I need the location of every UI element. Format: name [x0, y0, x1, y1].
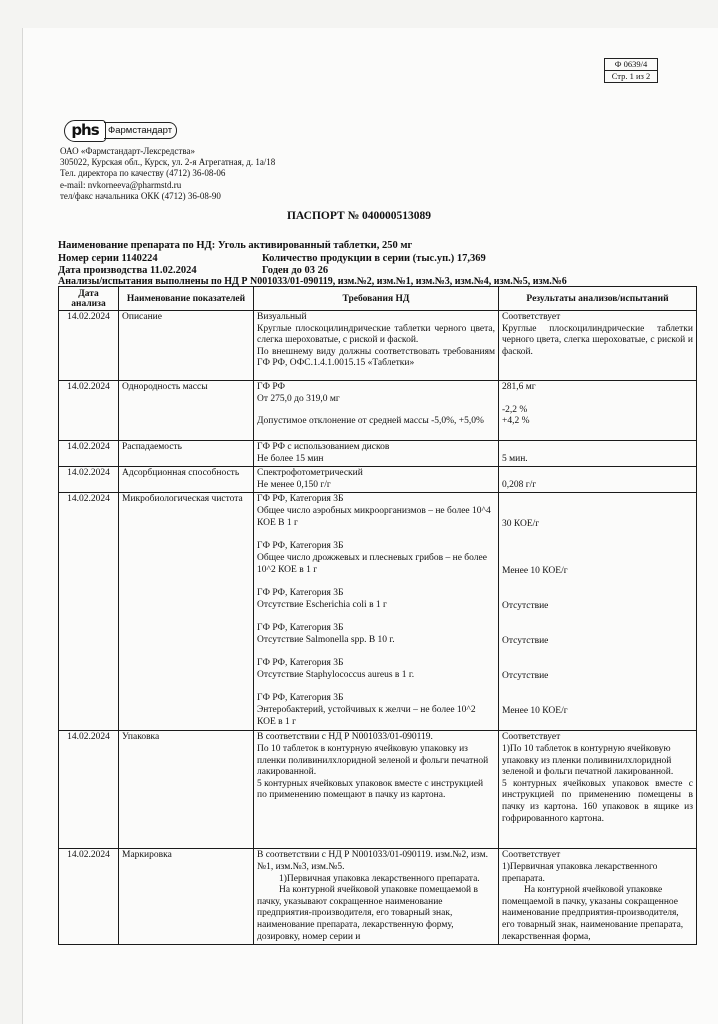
row-results	[499, 311, 697, 381]
row-requirements	[254, 381, 499, 441]
row-date: 14.02.2024	[59, 381, 119, 441]
passport-title: ПАСПОРТ № 040000513089	[286, 210, 431, 222]
row-results	[499, 731, 697, 849]
req-line: На контурной ячейковой упаковке помещаемой в пачку, указывают сокращенное наименование предприятия-производителя, его товарный знак, наименование препарата, лекарственную форму, дозировку, номер серии и	[257, 885, 478, 942]
res-line: 5 мин.	[502, 453, 528, 464]
res-line: 5 контурных ячейковых упаковок вместе с инструкцией по применению помещены в пачку из картона. 160 упаковок в ящике из гофрированного картона.	[502, 778, 693, 824]
row-requirements	[254, 731, 499, 849]
req-block	[257, 623, 495, 647]
row-results	[499, 467, 697, 493]
req-line: От 275,0 до 319,0 мг	[257, 393, 340, 404]
req-block	[257, 658, 495, 682]
req-line: Круглые плоскоцилиндрические таблетки черного цвета, слегка шероховатые, с риской и фаской.	[257, 323, 495, 346]
table-row	[59, 731, 697, 849]
logo-name: Фармстандарт	[104, 122, 177, 139]
table-row	[59, 493, 697, 731]
header-results: Результаты анализов/испытаний	[499, 287, 697, 311]
res-line: Отсутствие	[502, 670, 549, 681]
req-line: ГФ РФ, Категория 3Б	[257, 693, 344, 704]
res-block	[502, 693, 693, 729]
row-indicator: Упаковка	[119, 731, 254, 849]
res-line: 1)Первичная упаковка лекарственного препарата.	[502, 861, 658, 884]
company-address: 305022, Курская обл., Курск, ул. 2-я Агрегатная, д. 1а/18	[60, 157, 276, 168]
req-block	[257, 693, 495, 729]
header-requirements: Требования НД	[254, 287, 499, 311]
req-line: В соответствии с НД Р N001033/01-090119. изм.№2, изм.№1, изм.№3, изм.№5.	[257, 850, 489, 872]
row-requirements	[254, 467, 499, 493]
row-date: 14.02.2024	[59, 731, 119, 849]
req-block	[257, 541, 495, 577]
res-line: Соответствует	[502, 732, 561, 743]
row-date: 14.02.2024	[59, 493, 119, 731]
company-details	[60, 146, 275, 202]
res-block	[502, 658, 693, 682]
row-indicator: Маркировка	[119, 849, 254, 945]
req-line: Спектрофотометрический	[257, 468, 363, 479]
req-block	[257, 494, 495, 530]
row-indicator: Однородность массы	[119, 381, 254, 441]
row-date: 14.02.2024	[59, 311, 119, 381]
res-line: Соответствует	[502, 850, 561, 861]
req-line: ГФ РФ	[257, 382, 285, 392]
req-line: ГФ РФ, Категория 3Б	[257, 623, 344, 634]
row-requirements	[254, 441, 499, 467]
form-code-box	[604, 58, 658, 83]
res-line: Менее 10 КОЕ/г	[502, 565, 568, 576]
company-name: ОАО «Фармстандарт-Лексредства»	[60, 146, 195, 156]
tests-basis: Анализы/испытания выполнены по НД Р N001033/01-090119, изм.№2, изм.№1, изм.№3, изм.№4, изм.№5, изм.№6	[58, 276, 567, 287]
req-line: ГФ РФ с использованием дисков	[257, 442, 390, 452]
batch-quantity: Количество продукции в серии (тыс.уп.) 17,369	[262, 253, 486, 264]
res-line: -2,2 %	[502, 404, 528, 415]
res-block	[502, 541, 693, 577]
req-line: ГФ РФ, Категория 3Б	[257, 494, 344, 505]
res-line: +4,2 %	[502, 416, 530, 427]
expiry-date: Годен до 03 26	[262, 265, 329, 276]
req-line: ГФ РФ, Категория 3Б	[257, 658, 344, 669]
res-line: 1)По 10 таблеток в контурную ячейковую упаковку из пленки поливинилхлоридной зеленой и фольги печатной лакированной.	[502, 743, 674, 778]
res-block	[502, 588, 693, 612]
req-line: По внешнему виду должны соответствовать требованиям ГФ РФ, ОФС.1.4.1.0015.15 «Таблетки»	[257, 346, 495, 369]
res-line: Менее 10 КОЕ/г	[502, 705, 568, 716]
res-block	[502, 494, 693, 530]
row-indicator: Распадаемость	[119, 441, 254, 467]
row-indicator: Описание	[119, 311, 254, 381]
row-results	[499, 441, 697, 467]
row-requirements	[254, 849, 499, 945]
header-date: Дата анализа	[59, 287, 119, 311]
req-line: Допустимое отклонение от средней массы -5,0%, +5,0%	[257, 416, 484, 427]
req-line: ГФ РФ, Категория 3Б	[257, 588, 344, 599]
logo-mark: phs	[64, 120, 106, 142]
req-line: В соответствии с НД Р N001033/01-090119.	[257, 732, 433, 743]
row-date: 14.02.2024	[59, 849, 119, 945]
table-row	[59, 381, 697, 441]
analysis-table	[58, 286, 697, 945]
req-line: Общее число дрожжевых и плесневых грибов – не более 10^2 КОЕ в 1 г	[257, 552, 487, 575]
drug-name: Наименование препарата по НД: Уголь активированный таблетки, 250 мг	[58, 240, 413, 251]
form-code: Ф 0639/4	[614, 59, 648, 69]
req-line: Энтеробактерий, устойчивых к желчи – не более 10^2 КОЕ в 1 г	[257, 704, 476, 727]
res-line: На контурной ячейковой упаковке помещаемой в пачку, указаны сокращенное наименование предприятия-производителя, его товарный знак, наименование препарата, лекарственная форма,	[502, 885, 684, 942]
table-row	[59, 467, 697, 493]
res-line: Отсутствие	[502, 600, 549, 611]
res-line: 30 КОЕ/г	[502, 518, 540, 529]
res-line: 281,6 мг	[502, 382, 536, 392]
production-date: Дата производства 11.02.2024	[58, 265, 197, 276]
req-line: Отсутствие Salmonella spp. В 10 г.	[257, 634, 395, 645]
row-indicator: Адсорбционная способность	[119, 467, 254, 493]
row-requirements	[254, 493, 499, 731]
header-indicator: Наименование показателей	[119, 287, 254, 311]
row-requirements	[254, 311, 499, 381]
req-line: По 10 таблеток в контурную ячейковую упаковку из пленки поливинилхлоридной зеленой и фольги печатной лакированной.	[257, 743, 489, 778]
row-date: 14.02.2024	[59, 467, 119, 493]
series-number: Номер серии 1140224	[58, 253, 158, 264]
company-fax: тел/факс начальника ОКК (4712) 36-08-90	[60, 190, 221, 201]
table-row	[59, 849, 697, 945]
req-line: 5 контурных ячейковых упаковок вместе с инструкцией по применению помещают в пачку из картона.	[257, 778, 484, 801]
res-line: Отсутствие	[502, 635, 549, 646]
res-line: Соответствует	[502, 312, 561, 322]
req-line: Отсутствие Escherichia coli в 1 г	[257, 599, 387, 610]
req-block	[257, 588, 495, 612]
req-line: 1)Первичная упаковка лекарственного препарата.	[279, 873, 480, 884]
page-number: Стр. 1 из 2	[605, 70, 657, 82]
req-line: ГФ РФ, Категория 3Б	[257, 541, 344, 552]
req-line: Отсутствие Staphylococcus aureus в 1 г.	[257, 669, 415, 680]
row-results	[499, 493, 697, 731]
req-line: Не более 15 мин	[257, 453, 324, 464]
res-block	[502, 623, 693, 647]
table-row	[59, 311, 697, 381]
row-results	[499, 849, 697, 945]
req-line: Общее число аэробных микроорганизмов – не более 10^4 КОЕ В 1 г	[257, 505, 491, 528]
table-header-row	[59, 287, 697, 311]
res-line: 0,208 г/г	[502, 479, 537, 490]
row-date: 14.02.2024	[59, 441, 119, 467]
req-line: Визуальный	[257, 312, 307, 322]
company-logo	[64, 118, 172, 142]
row-results	[499, 381, 697, 441]
table-row	[59, 441, 697, 467]
row-indicator: Микробиологическая чистота	[119, 493, 254, 731]
company-phone: Тел. директора по качеству (4712) 36-08-06	[60, 168, 226, 179]
req-line: Не менее 0,150 г/г	[257, 479, 331, 490]
res-line: Круглые плоскоцилиндрические таблетки черного цвета, слегка шероховатые, с риской и фаской.	[502, 323, 693, 357]
company-email: e-mail: nvkorneeva@pharmstd.ru	[60, 179, 182, 190]
